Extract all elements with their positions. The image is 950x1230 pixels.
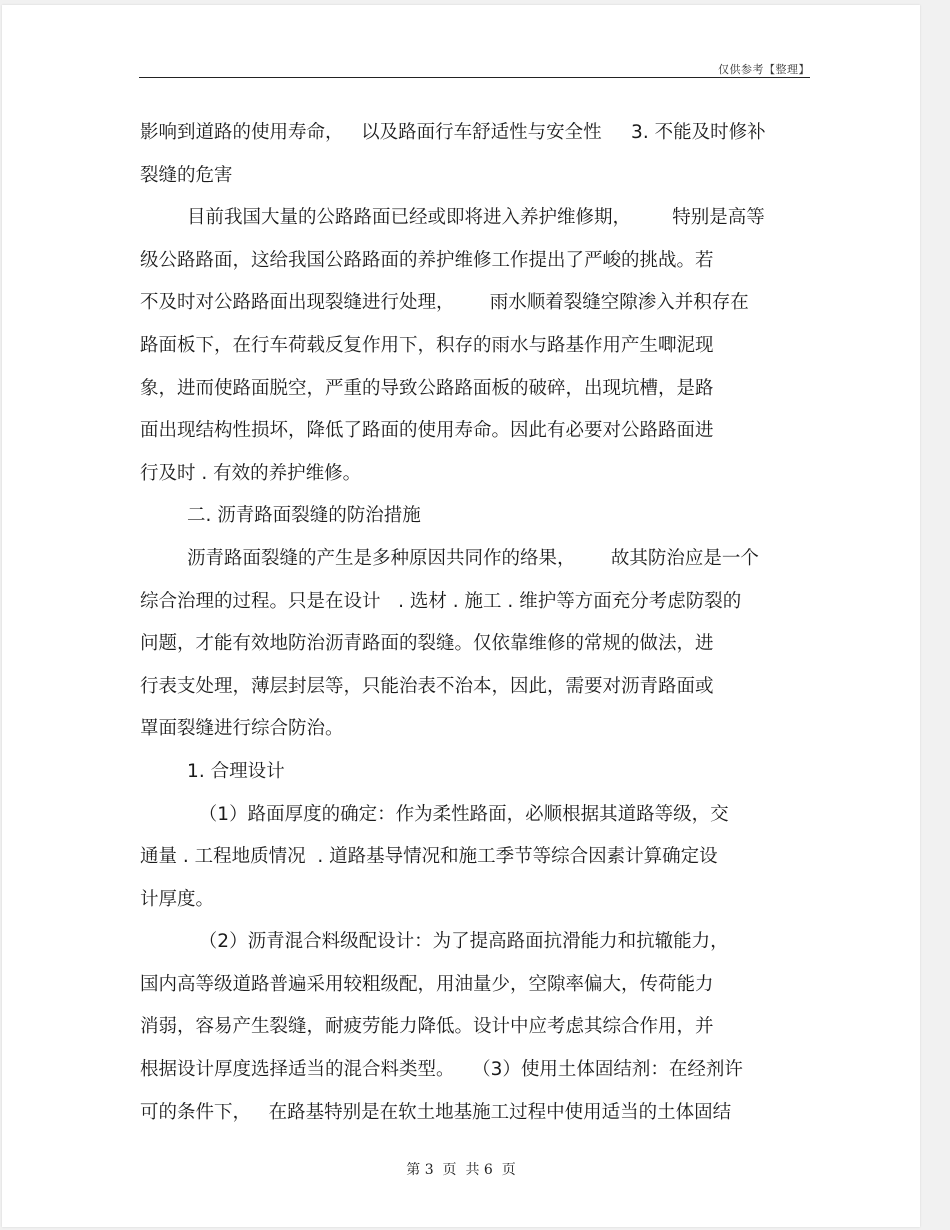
- document-page: [2, 5, 920, 1227]
- text-line: 问题，才能有效地防治沥青路面的裂缝。仅依靠维修的常规的做法，进: [140, 633, 714, 655]
- text-line: 影响到道路的使用寿命， 以及路面行车舒适性与安全性 3. 不能及时修补: [140, 122, 766, 143]
- text-line: 计厚度。: [140, 888, 215, 910]
- text-line: 级公路路面，这给我国公路路面的养护维修工作提出了严峻的挑战。若: [140, 249, 714, 271]
- text-line: 根据设计厚度选择适当的混合料类型。 （3）使用土体固结剂：在经剂许: [140, 1059, 743, 1081]
- header-label: 仅供参考【整理】: [718, 63, 810, 76]
- text-line: 沥青路面裂缝的产生是多种原因共同作的络果， 故其防治应是一个: [140, 547, 759, 569]
- text-line: 路面板下，在行车荷载反复作用下，积存的雨水与路基作用产生唧泥现: [140, 334, 714, 356]
- text-line: 象，进而使路面脱空，严重的导致公路路面板的破碎，出现坑槽，是路: [140, 377, 714, 399]
- text-line: 通量 . 工程地质情况 . 道路基导情况和施工季节等综合因素计算确定设: [140, 846, 718, 868]
- text-line: 可的条件下， 在路基特别是在软土地基施工过程中使用适当的土体固结: [140, 1101, 732, 1123]
- body-text: [140, 117, 812, 1139]
- text-line: 裂缝的危害: [140, 164, 233, 186]
- text-line: （1）路面厚度的确定：作为柔性路面，必顺根据其道路等级，交: [140, 803, 729, 825]
- text-line: 面出现结构性损坏，降低了路面的使用寿命。因此有必要对公路路面进: [140, 420, 714, 442]
- text-line: 综合治理的过程。只是在设计 . 选材 . 施工 . 维护等方面充分考虑防裂的: [140, 590, 742, 612]
- text-line: 行表支处理，薄层封层等，只能治表不治本，因此，需要对沥青路面或: [140, 675, 714, 697]
- header-divider: [139, 77, 810, 78]
- text-line: 罩面裂缝进行综合防治。: [140, 718, 344, 740]
- text-line: 国内高等级道路普遍采用较粗级配，用油量少，空隙率偏大，传荷能力: [140, 973, 714, 995]
- subsection-heading: 1. 合理设计: [140, 760, 285, 782]
- text-line: 消弱，容易产生裂缝，耐疲劳能力降低。设计中应考虑其综合作用，并: [140, 1016, 714, 1038]
- page-number: 第 3 页 共 6 页: [406, 1162, 516, 1178]
- text-line: （2）沥青混合料级配设计：为了提高路面抗滑能力和抗辙能力，: [140, 931, 729, 953]
- text-line: 行及时 . 有效的养护维修。: [140, 462, 362, 484]
- text-line: 不及时对公路路面出现裂缝进行处理， 雨水顺着裂缝空隙渗入并积存在: [140, 292, 749, 314]
- section-heading: 二. 沥青路面裂缝的防治措施: [140, 505, 421, 527]
- text-line: 目前我国大量的公路路面已经或即将进入养护维修期， 特别是高等: [140, 207, 765, 229]
